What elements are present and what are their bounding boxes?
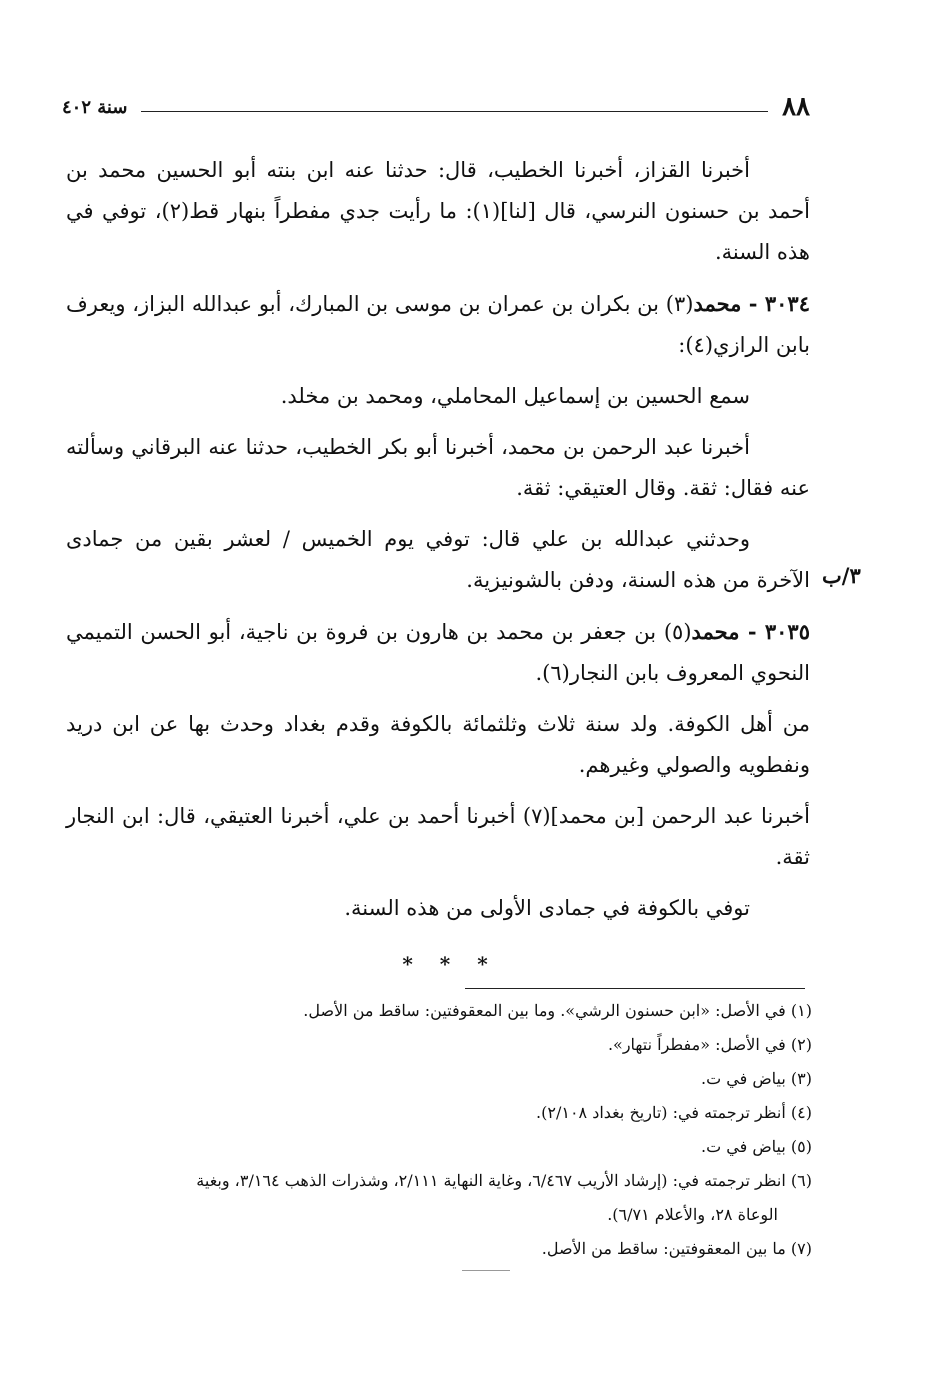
footnote: (١) في الأصل: «ابن حسنون الرشي». وما بين المعقوفتين: ساقط من الأصل. bbox=[303, 1001, 812, 1020]
paragraph-9: توفي بالكوفة في جمادى الأولى من هذه السنة. bbox=[344, 896, 750, 920]
footnote-rule bbox=[465, 988, 805, 989]
paragraph-8: أخبرنا عبد الرحمن [بن محمد](٧) أخبرنا أحمد بن علي، أخبرنا العتيقي، قال: ابن النجار ثقة. bbox=[66, 804, 810, 869]
entry-text: (٣) بن بكران بن عمران بن موسى بن المبارك، أبو عبدالله البزاز، ويعرف بابن الرازي(٤): bbox=[66, 292, 810, 357]
paragraph-5: وحدثني عبدالله بن علي قال: توفي يوم الخميس / لعشر بقين من جمادى الآخرة من هذه السنة، ودفن بالشونيزية. bbox=[66, 527, 810, 592]
paragraph-3: سمع الحسين بن إسماعيل المحاملي، ومحمد بن مخلد. bbox=[280, 384, 750, 408]
paragraph-7: من أهل الكوفة. ولد سنة ثلاث وثلثمائة بالكوفة وقدم بغداد وحدث بها عن ابن دريد ونفطويه والصولي وغيرهم. bbox=[66, 712, 810, 777]
entry-number: ٣٠٣٤ - محمد bbox=[693, 291, 810, 316]
footnote: (٣) بياض في ت. bbox=[701, 1069, 812, 1088]
footnote: (٥) بياض في ت. bbox=[701, 1137, 812, 1156]
footnotes bbox=[60, 994, 812, 1266]
entry-3034 bbox=[66, 283, 810, 366]
running-title: سنة ٤٠٢ bbox=[62, 96, 128, 118]
entry-number: ٣٠٣٥ - محمد bbox=[691, 619, 810, 644]
margin-folio-note: ٣/ب bbox=[822, 563, 861, 588]
footnote: (٧) ما بين المعقوفتين: ساقط من الأصل. bbox=[541, 1239, 812, 1258]
footnote: (٦) انظر ترجمته في: (إرشاد الأريب ٦/٤٦٧، وغاية النهاية ٢/١١١، وشذرات الذهب ٣/١٦٤، وبغية bbox=[196, 1171, 812, 1190]
entry-text: (٥) بن جعفر بن محمد بن هارون بن فروة بن ناجية، أبو الحسن التميمي النحوي المعروف بابن النجار(٦). bbox=[66, 620, 810, 685]
paragraph-4: أخبرنا عبد الرحمن بن محمد، أخبرنا أبو بكر الخطيب، حدثنا عنه البرقاني وسألته عنه فقال: ثقة. وقال العتيقي: ثقة. bbox=[66, 435, 810, 500]
page-header bbox=[62, 92, 810, 122]
entry-3035 bbox=[66, 611, 810, 694]
paragraph-1: أخبرنا القزاز، أخبرنا الخطيب، قال: حدثنا عنه ابن بنته أبو الحسين محمد بن أحمد بن حسنون النرسي، قال [لنا](١): ما رأيت جدي مفطراً بنهار قط(٢)، توفي في هذه السنة. bbox=[66, 158, 811, 264]
header-rule bbox=[141, 111, 768, 112]
scan-mark bbox=[462, 1270, 510, 1271]
page-number: ٨٨ bbox=[782, 92, 810, 122]
footnote: (٢) في الأصل: «مفطراً نتهار». bbox=[607, 1035, 812, 1054]
section-separator: * * * bbox=[402, 952, 498, 976]
footnote: (٤) أنظر ترجمته في: (تاريخ بغداد ٢/١٠٨). bbox=[536, 1103, 812, 1122]
main-text bbox=[66, 150, 810, 939]
footnote-continuation: الوعاة ٢٨، والأعلام ٦/٧١). bbox=[607, 1205, 778, 1224]
